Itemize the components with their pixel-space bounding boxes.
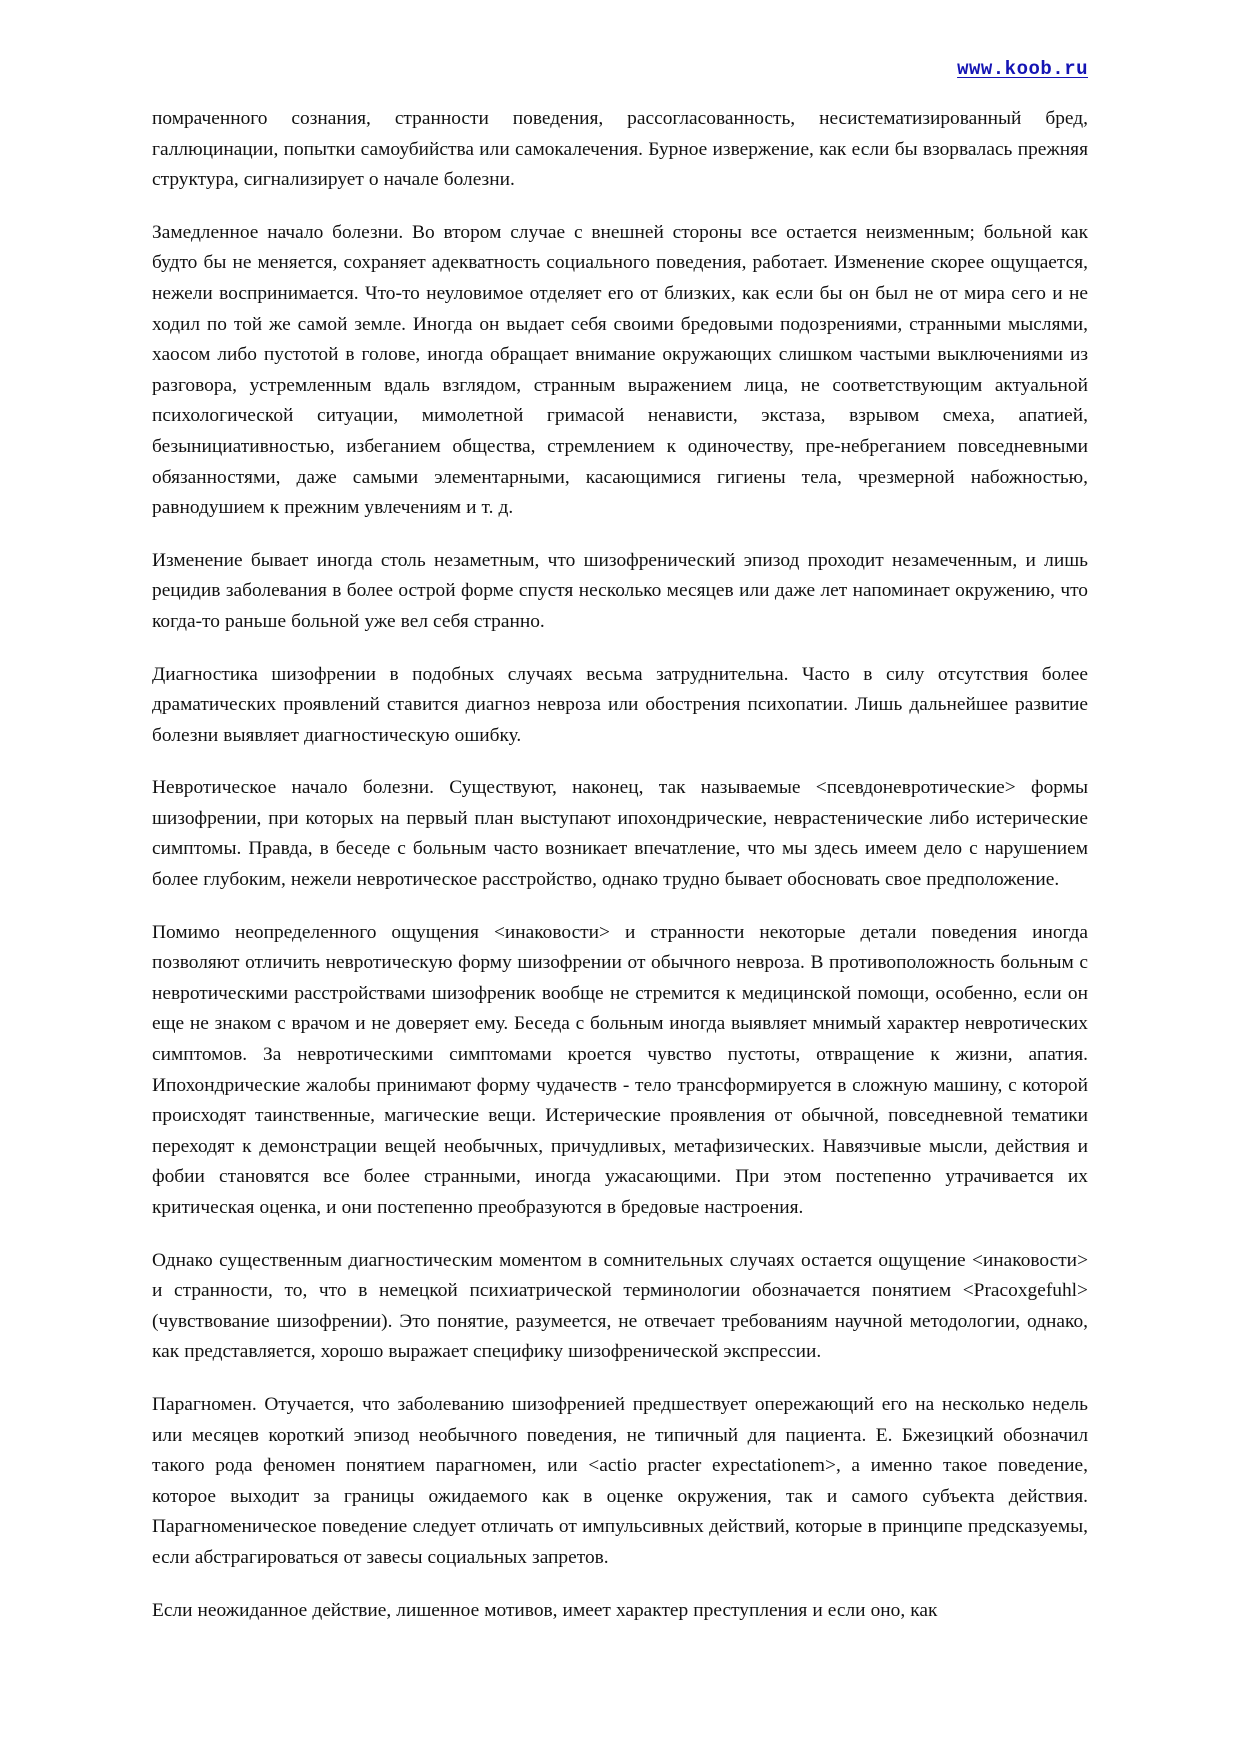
document-body [152, 104, 1088, 1626]
paragraph: Изменение бывает иногда столь незаметным, что шизофренический эпизод проходит незамеченным, и лишь рецидив заболевания в более острой форме спустя несколько месяцев или даже лет напоминает окружению, что когда-то раньше больной уже вел себя странно. [152, 549, 1088, 632]
paragraph: Невротическое начало болезни. Существуют, наконец, так называемые <псевдоневротические> формы шизофрении, при которых на первый план выступают ипохондрические, неврастенические либо истерические симптомы. Правда, в беседе с больным часто возникает впечатление, что мы здесь имеем дело с нарушением более глубоким, нежели невротическое расстройство, однако трудно бывает обосновать свое предположение. [152, 777, 1088, 891]
page-header [0, 58, 1088, 84]
paragraph: Помимо неопределенного ощущения <инаковости> и странности некоторые детали поведения иногда позволяют отличить невротическую форму шизофрении от обычного невроза. В противоположность больным с невротическими расстройствами шизофреник вообще не стремится к медицинской помощи, особенно, если он еще не знаком с врачом и не доверяет ему. Беседа с больным иногда выявляет мнимый характер невротических симптомов. За невротическими симптомами кроется чувство пустоты, отвращение к жизни, апатия. Ипохондрические жалобы принимают форму чудачеств - тело трансформируется в сложную машину, с которой происходят таинственные, магические вещи. Истерические проявления от обычной, повседневной тематики переходят к демонстрации вещей необычных, причудливых, метафизических. Навязчивые мысли, действия и фобии становятся все более странными, иногда ужасающими. При этом постепенно утрачивается их критическая оценка, и они постепенно преобразуются в бредовые настроения. [152, 921, 1088, 1218]
paragraph: Диагностика шизофрении в подобных случаях весьма затруднительна. Часто в силу отсутствия более драматических проявлений ставится диагноз невроза или обострения психопатии. Лишь дальнейшее развитие болезни выявляет диагностическую ошибку. [152, 663, 1088, 746]
paragraph: Однако существенным диагностическим моментом в сомнительных случаях остается ощущение <инаковости> и странности, то, что в немецкой психиатрической терминологии обозначается понятием <Pracoxgefuhl> (чувствование шизофрении). Это понятие, разумеется, не отвечает требованиям научной методологии, однако, как представляется, хорошо выражает специфику шизофренической экспрессии. [152, 1249, 1088, 1363]
koob-site-watermark[interactable]: www.koob.ru [957, 58, 1088, 80]
paragraph: помраченного сознания, странности поведения, рассогласованность, несистематизированный бред, галлюцинации, попытки самоубийства или самокалечения. Бурное извержение, как если бы взорвалась прежняя структура, сигнализирует о начале болезни. [152, 108, 1088, 191]
paragraph: Замедленное начало болезни. Во втором случае с внешней стороны все остается неизменным; больной как будто бы не меняется, сохраняет адекватность социального поведения, работает. Изменение скорее ощущается, нежели воспринимается. Что-то неуловимое отделяет его от близких, как если бы он был не от мира сего и не ходил по той же самой земле. Иногда он выдает себя своими бредовыми подозрениями, странными мыслями, хаосом либо пустотой в голове, иногда обращает внимание окружающих слишком частыми выключениями из разговора, устремленным вдаль взглядом, странным выражением лица, не соответствующим актуальной психологической ситуации, мимолетной гримасой ненависти, экстаза, взрывом смеха, апатией, безынициативностью, избеганием общества, стремлением к одиночеству, пре-небреганием повседневными обязанностями, даже самыми элементарными, касающимися гигиены тела, чрезмерной набожностью, равнодушием к прежним увлечениям и т. д. [152, 221, 1088, 519]
paragraph: Если неожиданное действие, лишенное мотивов, имеет характер преступления и если оно, как [152, 1599, 938, 1621]
paragraph: Парагномен. Отучается, что заболеванию шизофренией предшествует опережающий его на несколько недель или месяцев короткий эпизод необычного поведения, не типичный для пациента. Е. Бжезицкий обозначил такого рода феномен понятием парагномен, или <actio practer expectationem>, а именно такое поведение, которое выходит за границы ожидаемого как в оценке окружения, так и самого субъекта действия. Парагноменическое поведение следует отличать от импульсивных действий, которые в принципе предсказуемы, если абстрагироваться от завесы социальных запретов. [152, 1393, 1088, 1568]
